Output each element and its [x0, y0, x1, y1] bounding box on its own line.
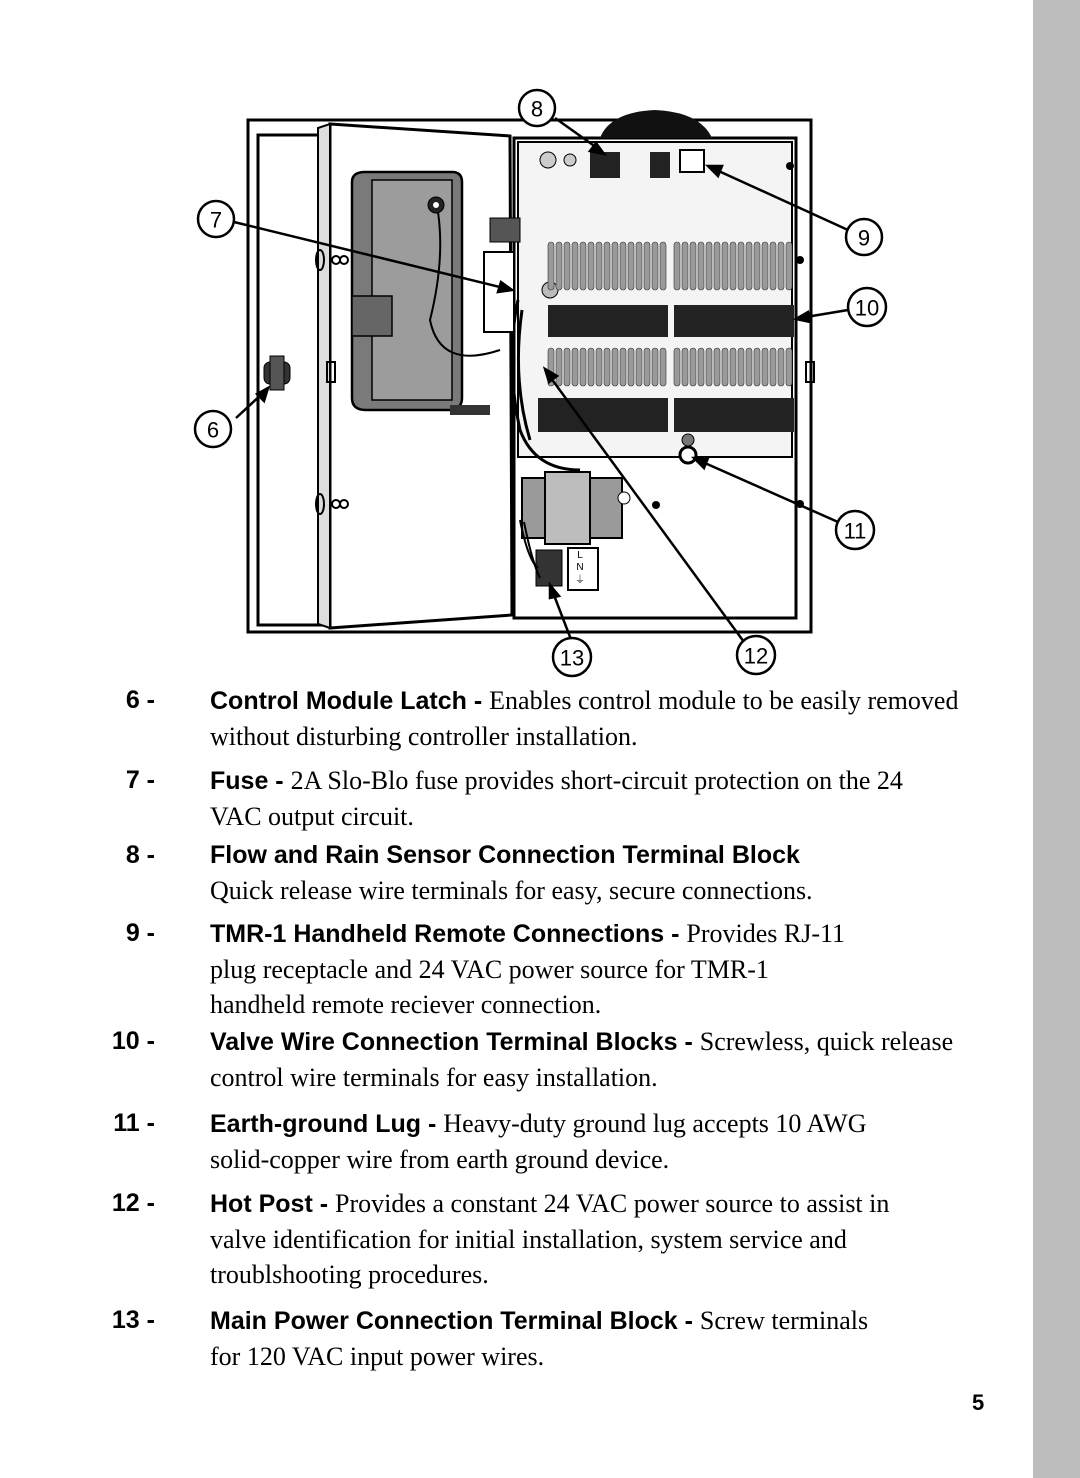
item-dash: -	[466, 687, 490, 715]
item-title: Hot Post	[210, 1190, 313, 1218]
transformer	[522, 472, 630, 544]
item-title: Valve Wire Connection Terminal Blocks	[210, 1028, 678, 1056]
item-dash: -	[268, 767, 291, 795]
item-number: 13	[111, 1306, 140, 1334]
callout-11-label: 11	[843, 518, 867, 544]
page-edge-tab	[1033, 0, 1080, 1478]
enclosure-dome	[600, 110, 712, 138]
item-dash: -	[677, 1307, 700, 1335]
item-number: 6	[125, 686, 140, 714]
item-number: 10	[111, 1027, 140, 1055]
item-dash: -	[664, 920, 687, 948]
callout-9	[846, 219, 882, 255]
callout-10	[848, 288, 886, 326]
item-separator: -	[139, 1306, 155, 1334]
item-description: Provides a constant 24 VAC power source to assist in valve identification for initial installation, system service and troublshooting procedures.	[210, 1189, 890, 1289]
callout-6-label: 6	[206, 417, 220, 443]
item-dash: -	[312, 1190, 335, 1218]
item-description: Screw terminals for 120 VAC input power wires.	[210, 1306, 869, 1371]
item-description: Screwless, quick release control wire terminals for easy installation.	[210, 1027, 954, 1092]
controller-diagram	[0, 0, 1033, 680]
item-separator: -	[139, 919, 155, 947]
item-separator: -	[139, 766, 155, 794]
item-description: 2A Slo-Blo fuse provides short-circuit protection on the 24 VAC output circuit.	[210, 766, 903, 831]
item-title: Fuse	[210, 767, 269, 795]
circuit-board	[518, 142, 794, 463]
item-separator: -	[139, 1027, 155, 1055]
item-number: 12	[111, 1189, 140, 1217]
item-title: Earth-ground Lug	[210, 1110, 422, 1138]
callout-10-label: 10	[854, 295, 880, 321]
item-separator: -	[139, 841, 155, 869]
terminal-label-line: L	[577, 550, 583, 561]
item-title: Control Module Latch	[210, 687, 467, 715]
callout-13	[553, 638, 591, 676]
item-description: Quick release wire terminals for easy, secure connections.	[210, 876, 813, 905]
item-dash: -	[677, 1028, 700, 1056]
item-description: Enables control module to be easily removed without disturbing controller installation.	[210, 686, 959, 751]
item-dash: -	[421, 1110, 444, 1138]
callout-12	[737, 636, 775, 674]
item-title: TMR-1 Handheld Remote Connections	[210, 920, 665, 948]
callout-11	[836, 511, 874, 549]
item-title: Main Power Connection Terminal Block	[210, 1307, 678, 1335]
callout-8-label: 8	[530, 96, 544, 122]
callout-6	[195, 411, 231, 447]
item-number: 8	[125, 841, 140, 869]
callout-9-label: 9	[857, 225, 871, 251]
item-description: Heavy-duty ground lug accepts 10 AWG solid-copper wire from earth ground device.	[210, 1109, 867, 1174]
callout-8	[519, 90, 555, 126]
page-number: 5	[972, 1390, 985, 1415]
callout-7-label: 7	[209, 207, 223, 233]
item-description: Provides RJ-11 plug receptacle and 24 VAC power source for TMR-1 handheld remote reciever connection.	[210, 919, 846, 1019]
item-separator: -	[139, 686, 155, 714]
callout-12-label: 12	[743, 643, 769, 669]
item-separator: -	[139, 1189, 155, 1217]
item-number: 9	[125, 919, 140, 947]
item-number: 11	[113, 1109, 140, 1137]
item-title: Flow and Rain Sensor Connection Terminal Block	[210, 841, 800, 869]
item-separator: -	[139, 1109, 155, 1137]
terminal-label-earth: ⏚	[575, 575, 585, 586]
callout-13-label: 13	[559, 645, 585, 671]
item-number: 7	[125, 766, 140, 794]
terminal-label-neutral: N	[576, 562, 584, 573]
callout-7	[198, 201, 234, 237]
